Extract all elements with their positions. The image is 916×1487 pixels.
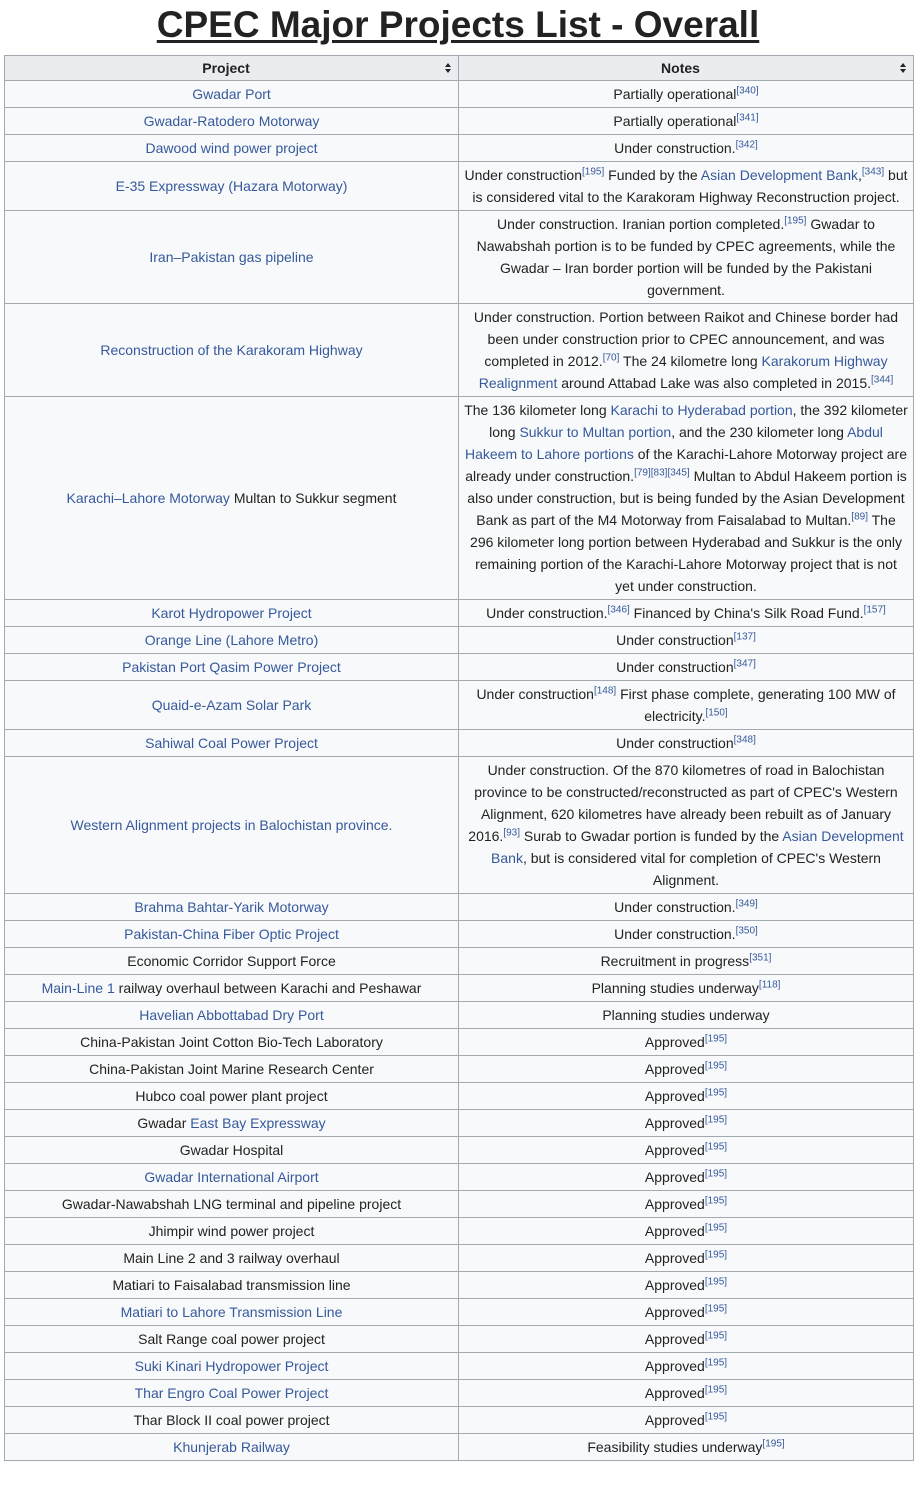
citation-ref[interactable]: [93] bbox=[503, 827, 521, 839]
citation-ref[interactable]: [195] bbox=[704, 1195, 728, 1207]
project-cell bbox=[5, 1002, 459, 1029]
notes-cell bbox=[459, 1002, 914, 1029]
citation-ref[interactable]: [195] bbox=[704, 1357, 728, 1369]
wiki-link[interactable]: E-35 Expressway (Hazara Motorway) bbox=[115, 178, 348, 194]
cell-text: Under construction bbox=[476, 686, 594, 702]
citation-ref[interactable]: [350] bbox=[735, 925, 758, 937]
wiki-link[interactable]: Pakistan-China Fiber Optic Project bbox=[124, 926, 339, 942]
project-cell bbox=[5, 600, 459, 627]
cell-text: Approved bbox=[644, 1385, 705, 1401]
table-row bbox=[5, 1002, 914, 1029]
table-row bbox=[5, 975, 914, 1002]
table-row bbox=[5, 1326, 914, 1353]
cell-text: Financed by China's Silk Road Fund. bbox=[629, 605, 864, 621]
citation-ref[interactable]: [348] bbox=[733, 734, 756, 746]
cell-text: Main Line 2 and 3 railway overhaul bbox=[123, 1250, 340, 1266]
table-row bbox=[5, 681, 914, 730]
notes-cell bbox=[459, 162, 914, 211]
column-header-label: Project bbox=[202, 60, 250, 76]
wiki-link[interactable]: Iran–Pakistan gas pipeline bbox=[149, 249, 314, 265]
cell-text: The 136 kilometer long bbox=[464, 402, 611, 418]
table-row bbox=[5, 1434, 914, 1461]
table-row bbox=[5, 627, 914, 654]
project-cell bbox=[5, 1299, 459, 1326]
citation-ref[interactable]: [341] bbox=[736, 112, 759, 124]
project-cell bbox=[5, 654, 459, 681]
cell-text: Approved bbox=[644, 1061, 705, 1077]
citation-ref[interactable]: [195] bbox=[704, 1276, 728, 1288]
citation-ref[interactable]: [79] bbox=[634, 467, 651, 479]
cell-text: Multan to Abdul Hakeem portion is also under construction, but is being funded by the Asian Development Bank as part of the M4 Motorway from Faisalabad to Multan. bbox=[467, 468, 907, 528]
cell-text: First phase complete, generating 100 MW of electricity. bbox=[616, 686, 896, 724]
citation-ref[interactable]: [195] bbox=[704, 1141, 728, 1153]
cell-text: Thar Block II coal power project bbox=[133, 1412, 330, 1428]
table-row bbox=[5, 1137, 914, 1164]
notes-cell bbox=[459, 1272, 914, 1299]
citation-ref[interactable]: [349] bbox=[735, 898, 758, 910]
cell-text: Under construction. Portion between Raikot and Chinese border had been under construction prior to CPEC announcement, and was completed in 2012. bbox=[473, 309, 899, 369]
citation-ref[interactable]: [157] bbox=[863, 604, 886, 616]
cell-text: Under construction. bbox=[614, 926, 736, 942]
cell-text: Salt Range coal power project bbox=[138, 1331, 325, 1347]
table-header-row bbox=[5, 56, 914, 81]
citation-ref[interactable]: [195] bbox=[582, 166, 605, 178]
citation-ref[interactable]: [195] bbox=[704, 1330, 728, 1342]
cell-text: Approved bbox=[644, 1304, 705, 1320]
citation-ref[interactable]: [195] bbox=[704, 1384, 728, 1396]
notes-cell bbox=[459, 1191, 914, 1218]
table-row bbox=[5, 1245, 914, 1272]
cell-text: Under construction. bbox=[614, 140, 736, 156]
citation-ref[interactable]: [195] bbox=[704, 1033, 728, 1045]
project-cell bbox=[5, 81, 459, 108]
table-row bbox=[5, 1407, 914, 1434]
wiki-link[interactable]: Karachi–Lahore Motorway bbox=[66, 490, 230, 506]
cell-text: Recruitment in progress bbox=[600, 953, 750, 969]
project-cell bbox=[5, 627, 459, 654]
project-cell bbox=[5, 1434, 459, 1461]
table-row bbox=[5, 1272, 914, 1299]
citation-ref[interactable]: [340] bbox=[736, 85, 759, 97]
table-row bbox=[5, 1164, 914, 1191]
wiki-link[interactable]: Gwadar Port bbox=[192, 86, 271, 102]
cell-text: Surab to Gwadar portion is funded by the bbox=[520, 828, 783, 844]
notes-cell bbox=[459, 211, 914, 304]
project-cell bbox=[5, 1029, 459, 1056]
wiki-link[interactable]: Western Alignment projects in Balochistan province. bbox=[70, 817, 393, 833]
project-cell bbox=[5, 1407, 459, 1434]
project-cell bbox=[5, 1164, 459, 1191]
cell-text: Partially operational bbox=[613, 86, 737, 102]
cell-text: Gwadar bbox=[137, 1115, 191, 1131]
citation-ref[interactable]: [195] bbox=[704, 1249, 728, 1261]
citation-ref[interactable]: [344] bbox=[871, 374, 894, 386]
wiki-link[interactable]: Sukkur to Multan portion bbox=[519, 424, 672, 440]
project-cell bbox=[5, 1137, 459, 1164]
wiki-link[interactable]: East Bay Expressway bbox=[190, 1115, 326, 1131]
project-cell bbox=[5, 1245, 459, 1272]
citation-ref[interactable]: [195] bbox=[704, 1114, 728, 1126]
cell-text: The 24 kilometre long bbox=[619, 353, 762, 369]
notes-cell bbox=[459, 975, 914, 1002]
notes-cell bbox=[459, 681, 914, 730]
citation-ref[interactable]: [195] bbox=[762, 1438, 785, 1450]
cell-text: Under construction. Of the 870 kilometres of road in Balochistan province to be constructed/reconstructed as part of CPEC's Western Alignment, 620 kilometres have already been rebuilt as of January 2016. bbox=[468, 762, 898, 844]
table-body bbox=[5, 81, 914, 1461]
wiki-link[interactable]: Karakorum Highway Realignment bbox=[478, 353, 888, 391]
cell-text: Under construction bbox=[464, 167, 583, 183]
project-cell bbox=[5, 108, 459, 135]
project-cell bbox=[5, 1056, 459, 1083]
table-row bbox=[5, 108, 914, 135]
cell-text: Feasibility studies underway bbox=[587, 1439, 763, 1455]
wiki-link[interactable]: Abdul Hakeem to Lahore portions bbox=[464, 424, 883, 462]
project-cell bbox=[5, 757, 459, 894]
cell-text: Approved bbox=[644, 1142, 705, 1158]
notes-cell bbox=[459, 654, 914, 681]
notes-cell bbox=[459, 1326, 914, 1353]
wiki-link[interactable]: Orange Line (Lahore Metro) bbox=[144, 632, 319, 648]
wiki-link[interactable]: Havelian Abbottabad Dry Port bbox=[139, 1007, 324, 1023]
project-cell bbox=[5, 162, 459, 211]
table-row bbox=[5, 1218, 914, 1245]
cell-text: around Attabad Lake was also completed in 2015. bbox=[557, 375, 872, 391]
table-row bbox=[5, 1191, 914, 1218]
cell-text: Approved bbox=[644, 1169, 705, 1185]
page-title bbox=[0, 0, 916, 50]
notes-cell bbox=[459, 108, 914, 135]
wiki-link[interactable]: Gwadar International Airport bbox=[144, 1169, 319, 1185]
project-cell bbox=[5, 304, 459, 397]
column-header-label: Notes bbox=[661, 60, 700, 76]
cell-text: of the Karachi-Lahore Motorway project are already under construction. bbox=[465, 446, 907, 484]
cell-text: , and the 230 kilometer long bbox=[671, 424, 848, 440]
table-row bbox=[5, 730, 914, 757]
cell-text: Economic Corridor Support Force bbox=[127, 953, 336, 969]
project-cell bbox=[5, 1218, 459, 1245]
cell-text: , but is considered vital for completion of CPEC's Western Alignment. bbox=[522, 850, 881, 888]
column-header-project[interactable] bbox=[5, 56, 459, 81]
notes-cell bbox=[459, 1083, 914, 1110]
cell-text: Approved bbox=[644, 1250, 705, 1266]
wiki-link[interactable]: Quaid-e-Azam Solar Park bbox=[151, 697, 312, 713]
citation-ref[interactable]: [195] bbox=[784, 215, 807, 227]
cell-text: Under construction. bbox=[486, 605, 608, 621]
citation-ref[interactable]: [346] bbox=[607, 604, 630, 616]
notes-cell bbox=[459, 600, 914, 627]
column-header-notes[interactable] bbox=[459, 56, 914, 81]
citation-ref[interactable]: [345] bbox=[667, 467, 690, 479]
notes-cell bbox=[459, 894, 914, 921]
sort-icon[interactable] bbox=[445, 63, 452, 73]
notes-cell bbox=[459, 1164, 914, 1191]
notes-cell bbox=[459, 948, 914, 975]
wiki-link[interactable]: Dawood wind power project bbox=[145, 140, 318, 156]
notes-cell bbox=[459, 1434, 914, 1461]
wiki-link[interactable]: Karachi to Hyderabad portion bbox=[610, 402, 793, 418]
notes-cell bbox=[459, 1380, 914, 1407]
wiki-link[interactable]: Matiari to Lahore Transmission Line bbox=[120, 1304, 343, 1320]
cell-text: Approved bbox=[644, 1034, 705, 1050]
cell-text: Under construction. bbox=[614, 899, 736, 915]
table-row bbox=[5, 600, 914, 627]
cell-text: Multan to Sukkur segment bbox=[229, 490, 397, 506]
citation-ref[interactable]: [195] bbox=[704, 1087, 728, 1099]
table-row bbox=[5, 135, 914, 162]
citation-ref[interactable]: [347] bbox=[733, 658, 756, 670]
notes-cell bbox=[459, 1299, 914, 1326]
notes-cell bbox=[459, 397, 914, 600]
cell-text: Under construction. Iranian portion completed. bbox=[497, 216, 785, 232]
project-cell bbox=[5, 1272, 459, 1299]
table-row bbox=[5, 1083, 914, 1110]
table-row bbox=[5, 654, 914, 681]
cell-text: Approved bbox=[644, 1358, 705, 1374]
cell-text: Approved bbox=[644, 1196, 705, 1212]
cell-text: Under construction bbox=[616, 632, 734, 648]
citation-ref[interactable]: [351] bbox=[749, 952, 772, 964]
wiki-link[interactable]: Reconstruction of the Karakoram Highway bbox=[100, 342, 363, 358]
cell-text: Partially operational bbox=[613, 113, 737, 129]
project-cell bbox=[5, 1191, 459, 1218]
notes-cell bbox=[459, 135, 914, 162]
table-row bbox=[5, 1110, 914, 1137]
citation-ref[interactable]: [148] bbox=[593, 685, 617, 697]
wiki-link[interactable]: Asian Development Bank bbox=[491, 828, 904, 866]
cell-text: Approved bbox=[644, 1088, 705, 1104]
table-row bbox=[5, 757, 914, 894]
table-row bbox=[5, 1029, 914, 1056]
table-row bbox=[5, 894, 914, 921]
cell-text: , the 392 kilometer long bbox=[489, 402, 908, 440]
citation-ref[interactable]: [137] bbox=[733, 631, 756, 643]
table-row bbox=[5, 1299, 914, 1326]
notes-cell bbox=[459, 921, 914, 948]
projects-table bbox=[4, 55, 914, 1461]
notes-cell bbox=[459, 757, 914, 894]
table-row bbox=[5, 211, 914, 304]
notes-cell bbox=[459, 81, 914, 108]
citation-ref[interactable]: [195] bbox=[704, 1411, 728, 1423]
project-cell bbox=[5, 1380, 459, 1407]
wiki-link[interactable]: Main-Line 1 bbox=[41, 980, 115, 996]
cell-text: Hubco coal power plant project bbox=[135, 1088, 328, 1104]
table-row bbox=[5, 397, 914, 600]
wiki-link[interactable]: Thar Engro Coal Power Project bbox=[134, 1385, 329, 1401]
project-cell bbox=[5, 397, 459, 600]
cell-text: Gwadar-Nawabshah LNG terminal and pipeline project bbox=[61, 1196, 402, 1212]
cell-text: Approved bbox=[644, 1277, 705, 1293]
sort-icon[interactable] bbox=[900, 63, 907, 73]
cell-text: Gwadar Hospital bbox=[179, 1142, 284, 1158]
cell-text: Under construction bbox=[616, 659, 734, 675]
project-cell bbox=[5, 975, 459, 1002]
wiki-link[interactable]: Khunjerab Railway bbox=[173, 1439, 290, 1455]
notes-cell bbox=[459, 1056, 914, 1083]
page-title-text: CPEC Major Projects List - Overall bbox=[156, 4, 760, 45]
cell-text: Approved bbox=[644, 1115, 705, 1131]
cell-text: Approved bbox=[644, 1331, 705, 1347]
notes-cell bbox=[459, 1110, 914, 1137]
notes-cell bbox=[459, 1029, 914, 1056]
notes-cell bbox=[459, 304, 914, 397]
notes-cell bbox=[459, 627, 914, 654]
citation-ref[interactable]: [89] bbox=[851, 511, 868, 523]
cell-text: Gwadar to Nawabshah portion is to be funded by CPEC agreements, while the Gwadar – Iran border portion will be funded by the Pakistani government. bbox=[476, 216, 896, 298]
table-row bbox=[5, 948, 914, 975]
cell-text: Approved bbox=[644, 1223, 705, 1239]
cell-text: but is considered vital to the Karakoram Highway Reconstruction project. bbox=[472, 167, 908, 205]
cell-text: Approved bbox=[644, 1412, 705, 1428]
notes-cell bbox=[459, 1353, 914, 1380]
cell-text: China-Pakistan Joint Cotton Bio-Tech Laboratory bbox=[80, 1034, 383, 1050]
cell-text: The 296 kilometer long portion between Hyderabad and Sukkur is the only remaining portion of the Karachi-Lahore Motorway project that is not yet under construction. bbox=[470, 512, 902, 594]
cell-text: , bbox=[858, 167, 862, 183]
citation-ref[interactable]: [342] bbox=[735, 139, 758, 151]
wiki-link[interactable]: Karot Hydropower Project bbox=[151, 605, 312, 621]
citation-ref[interactable]: [195] bbox=[704, 1303, 728, 1315]
table-row bbox=[5, 304, 914, 397]
project-cell bbox=[5, 211, 459, 304]
citation-ref[interactable]: [195] bbox=[704, 1060, 728, 1072]
project-cell bbox=[5, 681, 459, 730]
project-cell bbox=[5, 921, 459, 948]
project-cell bbox=[5, 1353, 459, 1380]
cell-text: railway overhaul between Karachi and Peshawar bbox=[114, 980, 422, 996]
table-row bbox=[5, 1380, 914, 1407]
table-row bbox=[5, 162, 914, 211]
cell-text: Under construction bbox=[616, 735, 734, 751]
table-row bbox=[5, 921, 914, 948]
notes-cell bbox=[459, 1245, 914, 1272]
cell-text: Funded by the bbox=[604, 167, 701, 183]
wiki-link[interactable]: Asian Development Bank bbox=[700, 167, 858, 183]
project-cell bbox=[5, 948, 459, 975]
project-cell bbox=[5, 730, 459, 757]
cell-text: Planning studies underway bbox=[591, 980, 759, 996]
project-cell bbox=[5, 1083, 459, 1110]
citation-ref[interactable]: [195] bbox=[704, 1222, 728, 1234]
citation-ref[interactable]: [150] bbox=[705, 707, 728, 719]
project-cell bbox=[5, 1326, 459, 1353]
cell-text: Matiari to Faisalabad transmission line bbox=[112, 1277, 351, 1293]
project-cell bbox=[5, 894, 459, 921]
notes-cell bbox=[459, 1407, 914, 1434]
wiki-link[interactable]: Pakistan Port Qasim Power Project bbox=[122, 659, 341, 675]
project-cell bbox=[5, 1110, 459, 1137]
table-row bbox=[5, 81, 914, 108]
wiki-link[interactable]: Sahiwal Coal Power Project bbox=[145, 735, 318, 751]
notes-cell bbox=[459, 1137, 914, 1164]
table-row bbox=[5, 1056, 914, 1083]
wiki-link[interactable]: Gwadar-Ratodero Motorway bbox=[143, 113, 320, 129]
notes-cell bbox=[459, 1218, 914, 1245]
wiki-link[interactable]: Brahma Bahtar-Yarik Motorway bbox=[134, 899, 329, 915]
table-row bbox=[5, 1353, 914, 1380]
citation-ref[interactable]: [118] bbox=[758, 979, 781, 991]
project-cell bbox=[5, 135, 459, 162]
cell-text: Planning studies underway bbox=[602, 1007, 770, 1023]
citation-ref[interactable]: [195] bbox=[704, 1168, 728, 1180]
citation-ref[interactable]: [343] bbox=[861, 166, 885, 178]
cell-text: China-Pakistan Joint Marine Research Center bbox=[89, 1061, 374, 1077]
cell-text: Jhimpir wind power project bbox=[148, 1223, 315, 1239]
notes-cell bbox=[459, 730, 914, 757]
citation-ref[interactable]: [83] bbox=[650, 467, 668, 479]
citation-ref[interactable]: [70] bbox=[602, 352, 620, 364]
wiki-link[interactable]: Suki Kinari Hydropower Project bbox=[134, 1358, 329, 1374]
